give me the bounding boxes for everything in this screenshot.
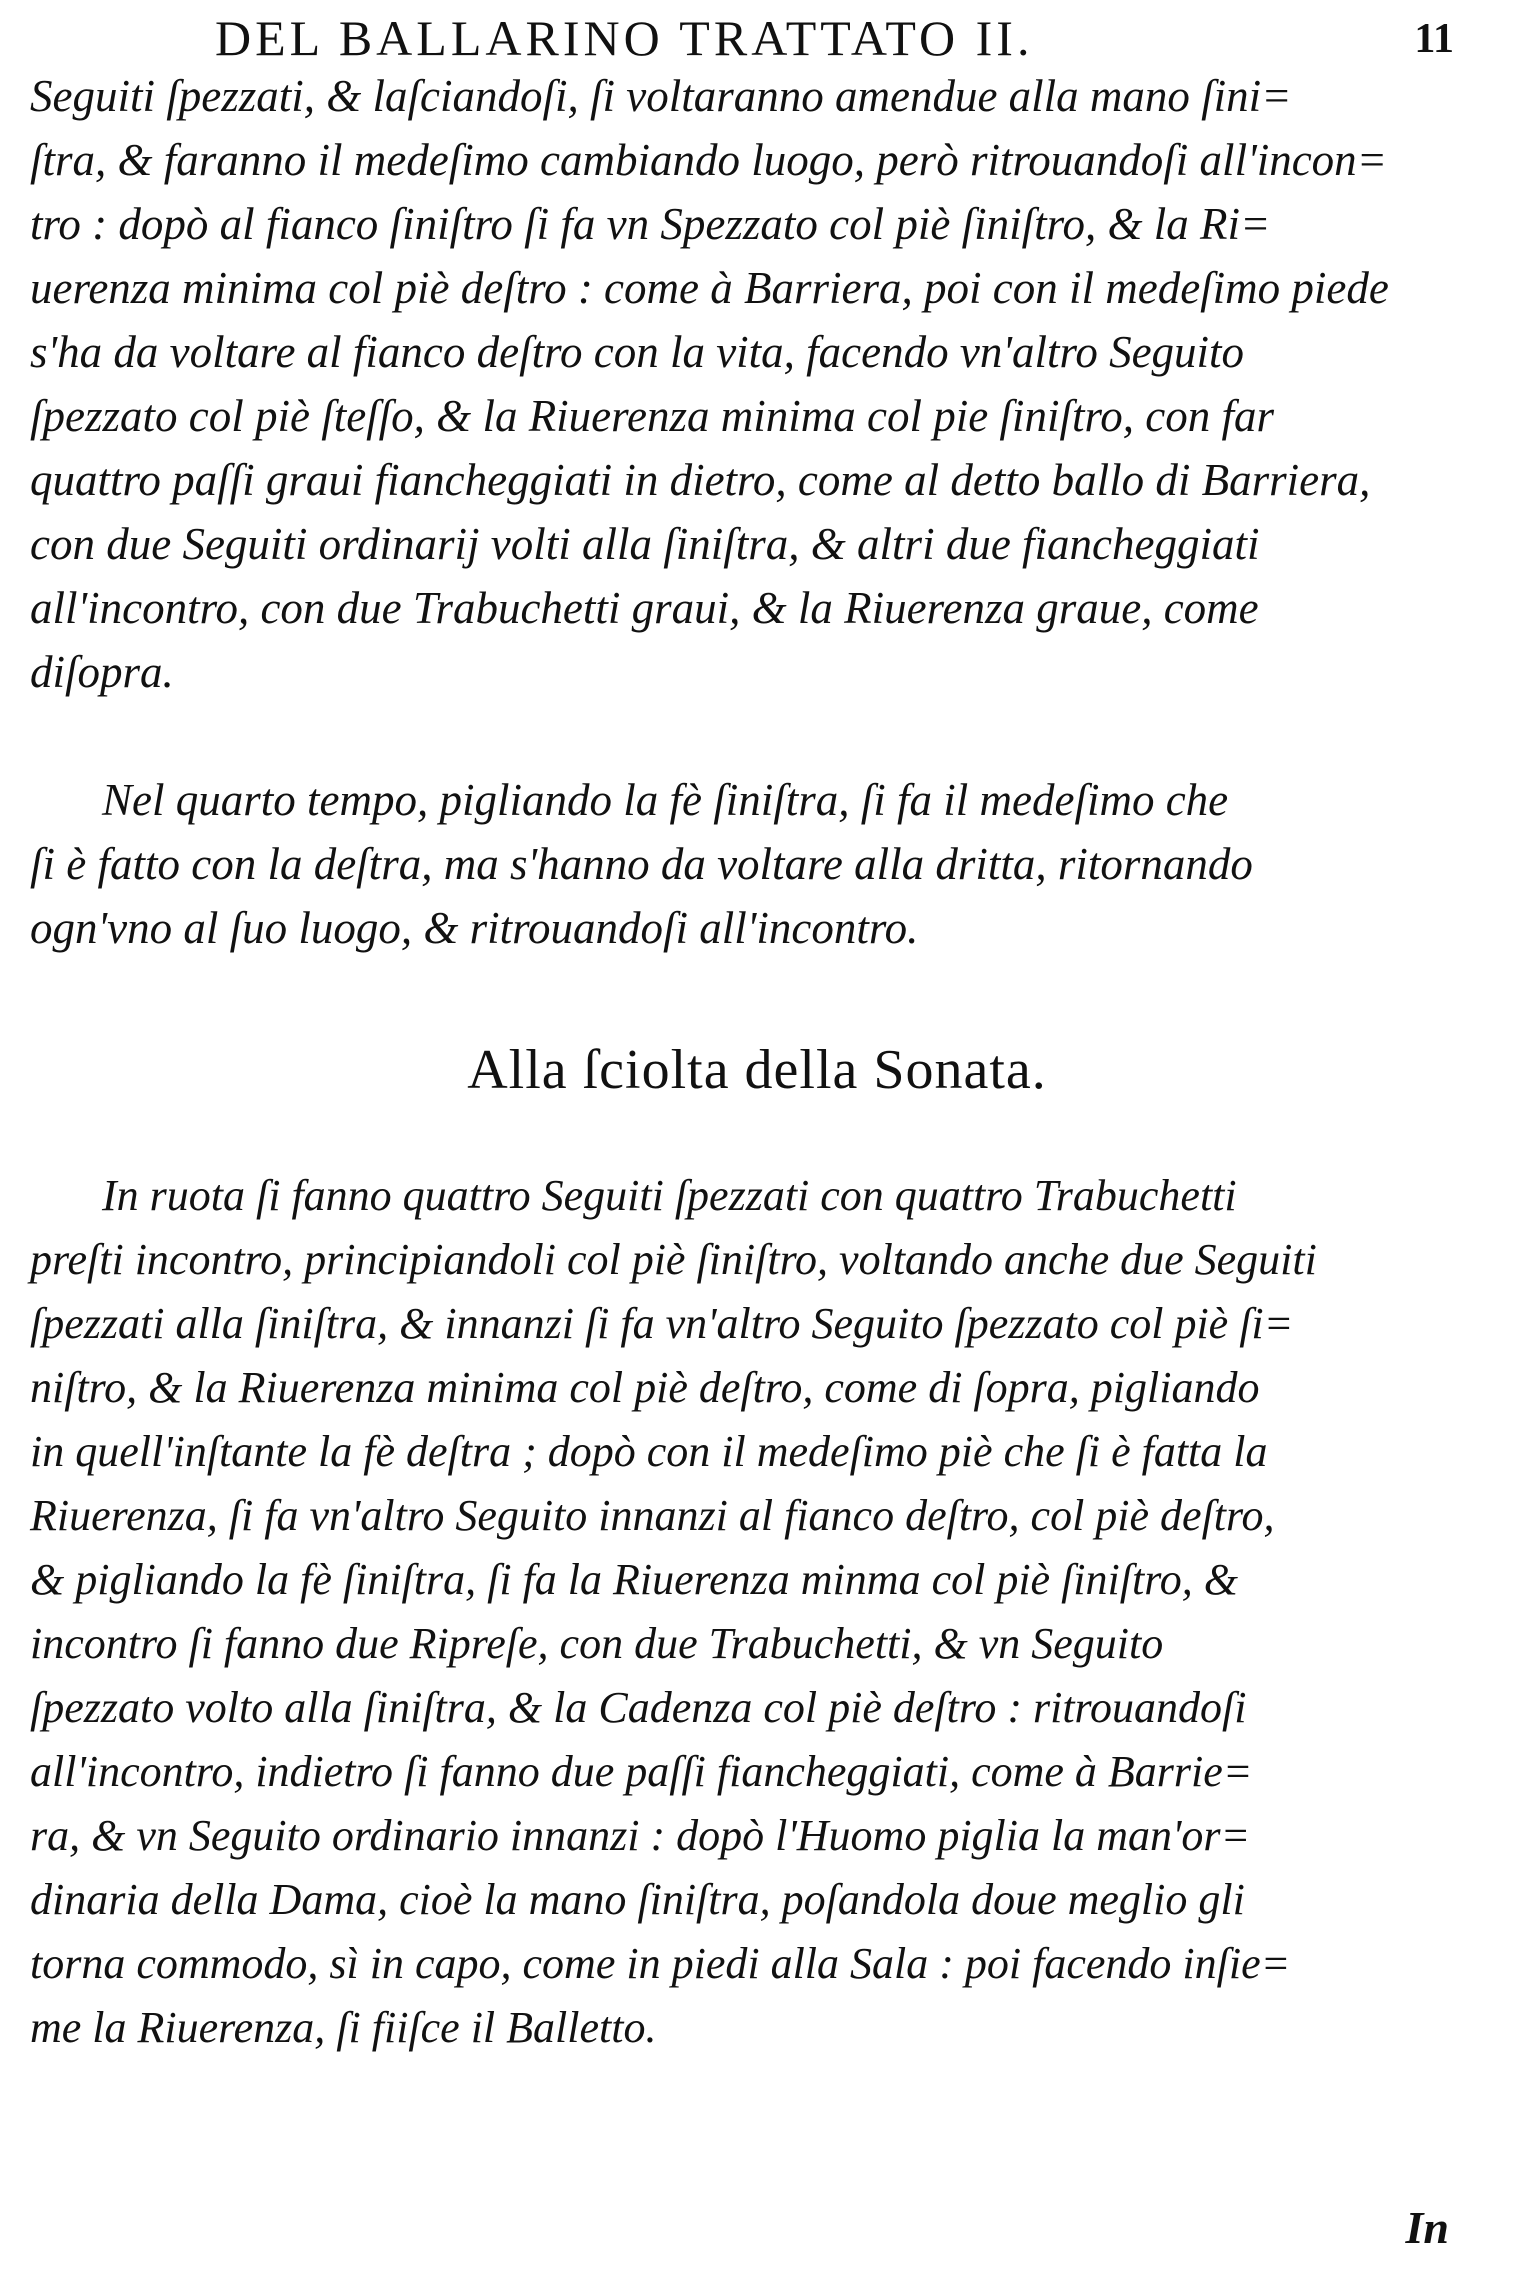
text-line: & pigliando la fè ſiniſtra, ſi fa la Riuerenza minma col piè ſiniſtro, & [30, 1555, 1238, 1604]
text-line: all'incontro, indietro ſi fanno due paſſi fiancheggiati, come à Barrie= [30, 1747, 1253, 1796]
text-line: Seguiti ſpezzati, & laſciandoſi, ſi voltaranno amendue alla mano ſini= [30, 71, 1292, 121]
text-line: ſpezzato col piè ſteſſo, & la Riuerenza minima col pie ſiniſtro, con far [30, 391, 1275, 441]
text-line: tro : dopò al fianco ſiniſtro ſi fa vn Spezzato col piè ſiniſtro, & la Ri= [30, 199, 1271, 249]
running-header: DEL BALLARINO TRATTATO II. [215, 10, 1034, 66]
text-line: ſpezzati alla ſiniſtra, & innanzi ſi fa vn'altro Seguito ſpezzato col piè ſi= [30, 1299, 1294, 1348]
paragraph-1 [30, 64, 1450, 704]
text-line: ſpezzato volto alla ſiniſtra, & la Cadenza col piè deſtro : ritrouandoſi [30, 1683, 1247, 1732]
text-line: quattro paſſi graui fiancheggiati in dietro, come al detto ballo di Barriera, [30, 455, 1371, 505]
text-line: me la Riuerenza, ſi fiiſce il Balletto. [30, 2003, 657, 2052]
text-line: dinaria della Dama, cioè la mano ſiniſtra, poſandola doue meglio gli [30, 1875, 1245, 1924]
text-line: ſtra, & faranno il medeſimo cambiando luogo, però ritrouandoſi all'incon= [30, 135, 1388, 185]
text-line: diſopra. [30, 647, 174, 697]
text-line: In ruota ſi fanno quattro Seguiti ſpezzati con quattro Trabuchetti [102, 1171, 1237, 1220]
text-line: con due Seguiti ordinarij volti alla ſiniſtra, & altri due fiancheggiati [30, 519, 1260, 569]
text-line: Riuerenza, ſi fa vn'altro Seguito innanzi al fianco deſtro, col piè deſtro, [30, 1491, 1275, 1540]
text-line: s'ha da voltare al fianco deſtro con la vita, facendo vn'altro Seguito [30, 327, 1245, 377]
text-line: ſi è fatto con la deſtra, ma s'hanno da voltare alla dritta, ritornando [30, 839, 1253, 889]
text-line: torna commodo, sì in capo, come in piedi alla Sala : poi facendo inſie= [30, 1939, 1291, 1988]
text-line: uerenza minima col piè deſtro : come à Barriera, poi con il medeſimo piede [30, 263, 1389, 313]
paragraph-2 [30, 768, 1450, 960]
text-line: incontro ſi fanno due Ripreſe, con due Trabuchetti, & vn Seguito [30, 1619, 1164, 1668]
catchword: In [1405, 2202, 1449, 2253]
paragraph-3 [30, 1164, 1450, 2060]
text-line: all'incontro, con due Trabuchetti graui, & la Riuerenza graue, come [30, 583, 1259, 633]
section-heading: Alla ſciolta della Sonata. [467, 1039, 1047, 1101]
text-line: ogn'vno al ſuo luogo, & ritrouandoſi all'incontro. [30, 903, 919, 953]
text-line: in quell'inſtante la fè deſtra ; dopò con il medeſimo piè che ſi è fatta la [30, 1427, 1268, 1476]
text-line: ra, & vn Seguito ordinario innanzi : dopò l'Huomo piglia la man'or= [30, 1811, 1251, 1860]
text-line: preſti incontro, principiandoli col piè ſiniſtro, voltando anche due Seguiti [30, 1235, 1317, 1284]
text-line: niſtro, & la Riuerenza minima col piè deſtro, come di ſopra, pigliando [30, 1363, 1260, 1412]
text-line: Nel quarto tempo, pigliando la fè ſiniſtra, ſi fa il medeſimo che [102, 775, 1229, 825]
page-number: 11 [1414, 16, 1454, 62]
